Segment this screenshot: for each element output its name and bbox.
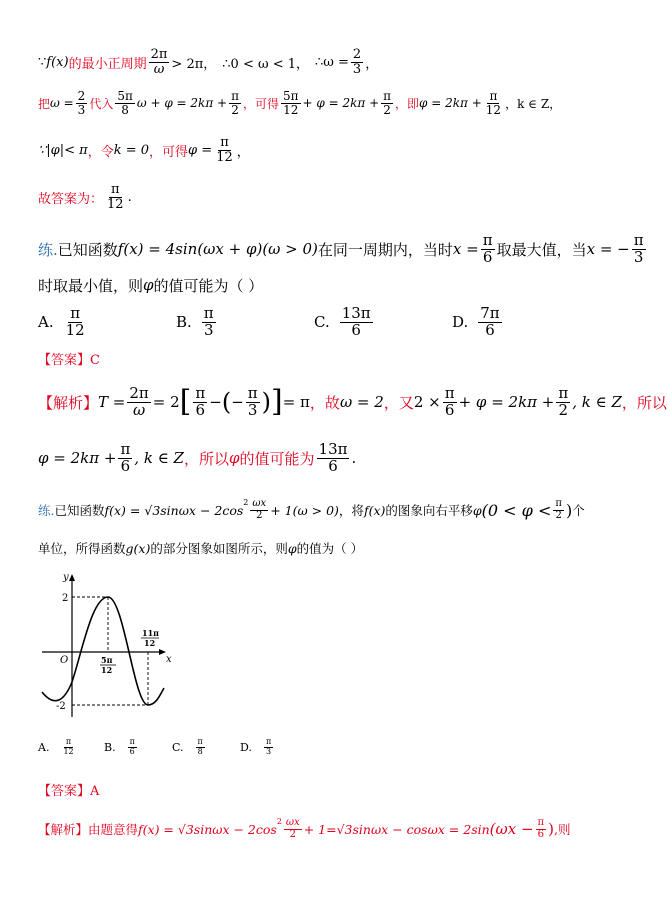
option-d[interactable] (452, 303, 504, 339)
num: π (220, 134, 229, 150)
answer-2 (38, 778, 622, 800)
num: π (129, 737, 135, 747)
text: φ = 2kπ + (419, 96, 482, 110)
text: = 2 (152, 393, 180, 411)
label: A. (38, 313, 54, 331)
fraction (317, 439, 350, 475)
origin-label: O (60, 655, 69, 666)
text: ，又 (383, 393, 414, 412)
function-graph (38, 572, 188, 722)
fraction (214, 136, 235, 164)
fraction (127, 383, 150, 419)
fraction (481, 230, 495, 266)
text: 故答案为： (38, 191, 104, 207)
y-min-label: -2 (56, 701, 66, 712)
fraction (381, 90, 393, 116)
text: > 2π， (171, 56, 217, 72)
num: 2 (352, 46, 362, 62)
fraction (340, 303, 373, 339)
den: 3 (247, 400, 258, 419)
text: ，将 (338, 503, 364, 518)
fx: f(x) (46, 54, 69, 70)
formula: ) (548, 820, 554, 838)
text: ，即 (395, 96, 420, 111)
formula: + 1=√3sinωx − cosωx = 2sin (303, 821, 490, 837)
text: x = − (586, 240, 630, 258)
x1-num: 5π (101, 655, 113, 665)
left-paren: ( (221, 388, 232, 416)
y-max-label: 2 (62, 593, 69, 604)
text: ，可得 (149, 144, 189, 160)
den: 3 (633, 247, 644, 266)
num: π (70, 303, 81, 322)
superscript: 2 (243, 498, 249, 507)
practice-label: 练. (38, 503, 55, 518)
answer-1 (38, 347, 622, 369)
superscript: 2 (276, 817, 282, 826)
option-a[interactable] (38, 303, 89, 339)
den: 6 (195, 400, 206, 419)
question-2-line-2 (38, 536, 622, 560)
fraction (536, 818, 547, 840)
text: + 1(ω > 0) (270, 502, 339, 518)
text: ，可得 (242, 96, 279, 111)
text: ，所以 (621, 393, 667, 412)
text: φ (229, 449, 240, 467)
text: ∴ω = (315, 54, 349, 70)
num: ωx (285, 817, 300, 828)
formula: (ωx − (489, 820, 534, 838)
text: T = (98, 393, 126, 411)
option-c[interactable] (314, 303, 375, 339)
fraction (351, 48, 363, 76)
text: . (351, 449, 357, 467)
fraction (246, 383, 260, 419)
den: 12 (63, 746, 74, 756)
den: 8 (121, 102, 129, 117)
x2-den: 12 (144, 638, 156, 648)
fraction (632, 230, 646, 266)
num: π (247, 383, 258, 402)
num: 13π (341, 303, 371, 322)
fraction (443, 383, 457, 419)
label: C. (172, 740, 184, 754)
text: + φ = 2kπ + (302, 96, 380, 110)
den: 3 (266, 746, 272, 756)
text: φ (472, 502, 482, 518)
because-symbol: ∵ (38, 54, 47, 70)
den: 3 (77, 102, 86, 117)
solution-line-3 (38, 130, 622, 170)
text: g(x) (125, 540, 151, 556)
num: 2π (129, 383, 149, 402)
x2-num: 11π (142, 628, 159, 638)
x-label: x (166, 654, 172, 665)
num: π (65, 737, 72, 747)
fraction (196, 738, 205, 756)
num: 7π (480, 303, 500, 322)
den: 6 (485, 320, 495, 339)
fraction (478, 303, 501, 339)
text: 的值为（ ） (296, 541, 364, 556)
den: 2 (231, 102, 239, 117)
num: 2 (77, 88, 86, 103)
label: D. (452, 313, 469, 331)
text: 的值可能为 (239, 449, 315, 468)
x-axis-arrow-icon (159, 649, 166, 655)
text: ∴0 < ω < 1， (222, 56, 309, 72)
text: ，所以 (183, 449, 229, 468)
fraction (284, 818, 302, 840)
fraction (556, 383, 570, 419)
question-1-line-1 (38, 227, 644, 271)
den: 12 (65, 320, 85, 339)
num: 2π (150, 46, 168, 62)
text: ,则 (553, 822, 571, 837)
fraction (264, 738, 273, 756)
text: k = 0 (113, 142, 150, 158)
text: 由题意得 (88, 822, 139, 837)
den: 12 (485, 102, 502, 117)
answer-line (38, 177, 622, 217)
num: ωx (252, 498, 267, 509)
x1-den: 12 (101, 665, 113, 675)
question-2-line-1 (38, 492, 622, 528)
fraction (64, 303, 87, 339)
text: ，故 (309, 393, 340, 412)
practice-label: 练. (38, 240, 58, 259)
num: π (111, 181, 120, 197)
text: 已知函数 (54, 503, 105, 518)
text: ，令 (87, 144, 114, 160)
fraction (76, 90, 88, 116)
text: ) (565, 500, 573, 520)
text: ω = (50, 96, 74, 110)
text: . (127, 189, 132, 205)
num: π (555, 498, 562, 509)
num: π (489, 88, 498, 103)
text: 的部分图象如图所示，则 (150, 541, 288, 556)
option-d[interactable] (240, 738, 275, 756)
sine-curve (42, 597, 164, 705)
y-axis-arrow-icon (69, 574, 75, 581)
text: ， (365, 56, 379, 72)
fraction (250, 499, 268, 521)
right-paren: ) (261, 388, 271, 416)
text: ， (236, 144, 250, 160)
num: 5π (282, 88, 299, 103)
text: 的最小正周期 (68, 56, 147, 72)
text: 把 (38, 96, 51, 111)
fraction (229, 90, 241, 116)
text: ，k ∈ Z， (505, 96, 562, 111)
num: π (633, 230, 644, 249)
formula: f(x) = 4sin(ωx + φ)(ω > 0) (117, 240, 318, 258)
text: 时取最小值，则 (38, 276, 144, 295)
den: ω (132, 400, 146, 419)
minus: − (231, 393, 244, 411)
text: 2 × (413, 393, 441, 411)
solution-line-2 (38, 83, 622, 123)
text: φ = 2kπ + (38, 449, 117, 467)
fraction (115, 90, 135, 116)
num: π (231, 88, 239, 103)
text: 在同一周期内，当时 (317, 240, 453, 259)
num: π (482, 230, 493, 249)
question-1-line-2 (38, 272, 622, 298)
question-1-options (38, 300, 622, 344)
den: 3 (203, 320, 214, 339)
text: x = (452, 240, 479, 258)
text: 已知函数 (57, 240, 118, 259)
num: π (120, 439, 131, 458)
text: 的值可能为（ ） (153, 276, 264, 295)
label: A. (38, 740, 50, 754)
num: π (265, 737, 272, 747)
explanation-tag: 【解析】 (38, 822, 89, 837)
fraction (118, 439, 132, 475)
text: 代入 (89, 96, 114, 111)
num: π (558, 383, 569, 402)
fraction (202, 303, 216, 339)
label: D. (240, 740, 252, 754)
den: 2 (256, 509, 263, 521)
answer-label: 【答案】A (38, 783, 100, 799)
den: 12 (216, 149, 233, 165)
label: C. (314, 313, 330, 331)
fraction (61, 738, 75, 756)
text: φ (143, 276, 154, 294)
den: 2 (289, 828, 296, 840)
solution-line-1 (38, 42, 622, 82)
text: , k ∈ Z (134, 449, 184, 467)
text: ∵|φ|< π (38, 142, 88, 158)
den: 2 (555, 509, 562, 521)
question-2-options (38, 732, 622, 762)
num: π (537, 817, 545, 828)
text: 的图象向右平移 (385, 503, 473, 518)
fraction (149, 48, 170, 76)
num: π (383, 88, 392, 103)
text: φ = (188, 142, 213, 158)
num: π (195, 383, 206, 402)
den: 8 (197, 746, 203, 756)
text: (0 < φ < (481, 500, 552, 520)
left-bracket: [ (179, 384, 192, 419)
fraction (193, 383, 207, 419)
option-a[interactable] (38, 738, 78, 756)
den: 6 (120, 456, 131, 475)
answer-label: 【答案】C (38, 352, 100, 368)
den: 3 (352, 61, 362, 77)
option-b[interactable] (176, 303, 218, 339)
den: 6 (444, 400, 455, 419)
right-bracket: ] (271, 384, 283, 419)
den: 6 (328, 456, 338, 475)
num: 5π (117, 88, 133, 103)
fraction (128, 738, 137, 756)
num: π (203, 303, 214, 322)
text: − (209, 393, 222, 411)
fraction (281, 90, 301, 116)
text: ω + φ = 2kπ + (136, 96, 228, 110)
text: φ (287, 540, 297, 556)
text: + φ = 2kπ + (458, 393, 555, 411)
den: 12 (283, 102, 299, 117)
den: 12 (107, 196, 124, 212)
fraction (484, 90, 503, 116)
text: 取最大值，当 (496, 240, 587, 259)
num: π (444, 383, 455, 402)
text: 个 (572, 503, 585, 518)
den: ω (153, 61, 165, 77)
y-label: y (63, 572, 69, 583)
num: 13π (318, 439, 348, 458)
den: 6 (351, 320, 361, 339)
den: 2 (558, 400, 569, 419)
text: , k ∈ Z (572, 393, 622, 411)
fraction (105, 183, 126, 211)
den: 6 (537, 828, 545, 840)
fraction (553, 499, 564, 521)
num: π (197, 737, 203, 747)
formula: f(x) = √3sinωx − 2cos (138, 821, 277, 837)
text: ω = 2 (339, 393, 384, 411)
explanation-1-line-2 (38, 436, 622, 480)
text: = π (282, 393, 310, 411)
den: 2 (383, 102, 391, 117)
option-c[interactable] (172, 738, 207, 756)
text: f(x) (363, 502, 386, 518)
text: 单位，所得函数 (38, 541, 126, 556)
label: B. (176, 313, 192, 331)
explanation-tag: 【解析】 (38, 393, 99, 412)
option-b[interactable] (104, 738, 139, 756)
den: 6 (129, 746, 135, 756)
label: B. (104, 740, 116, 754)
formula: f(x) = √3sinωx − 2cos (104, 502, 244, 518)
explanation-2-line-1 (38, 812, 622, 846)
explanation-1-line-1 (38, 378, 667, 426)
den: 6 (482, 247, 493, 266)
